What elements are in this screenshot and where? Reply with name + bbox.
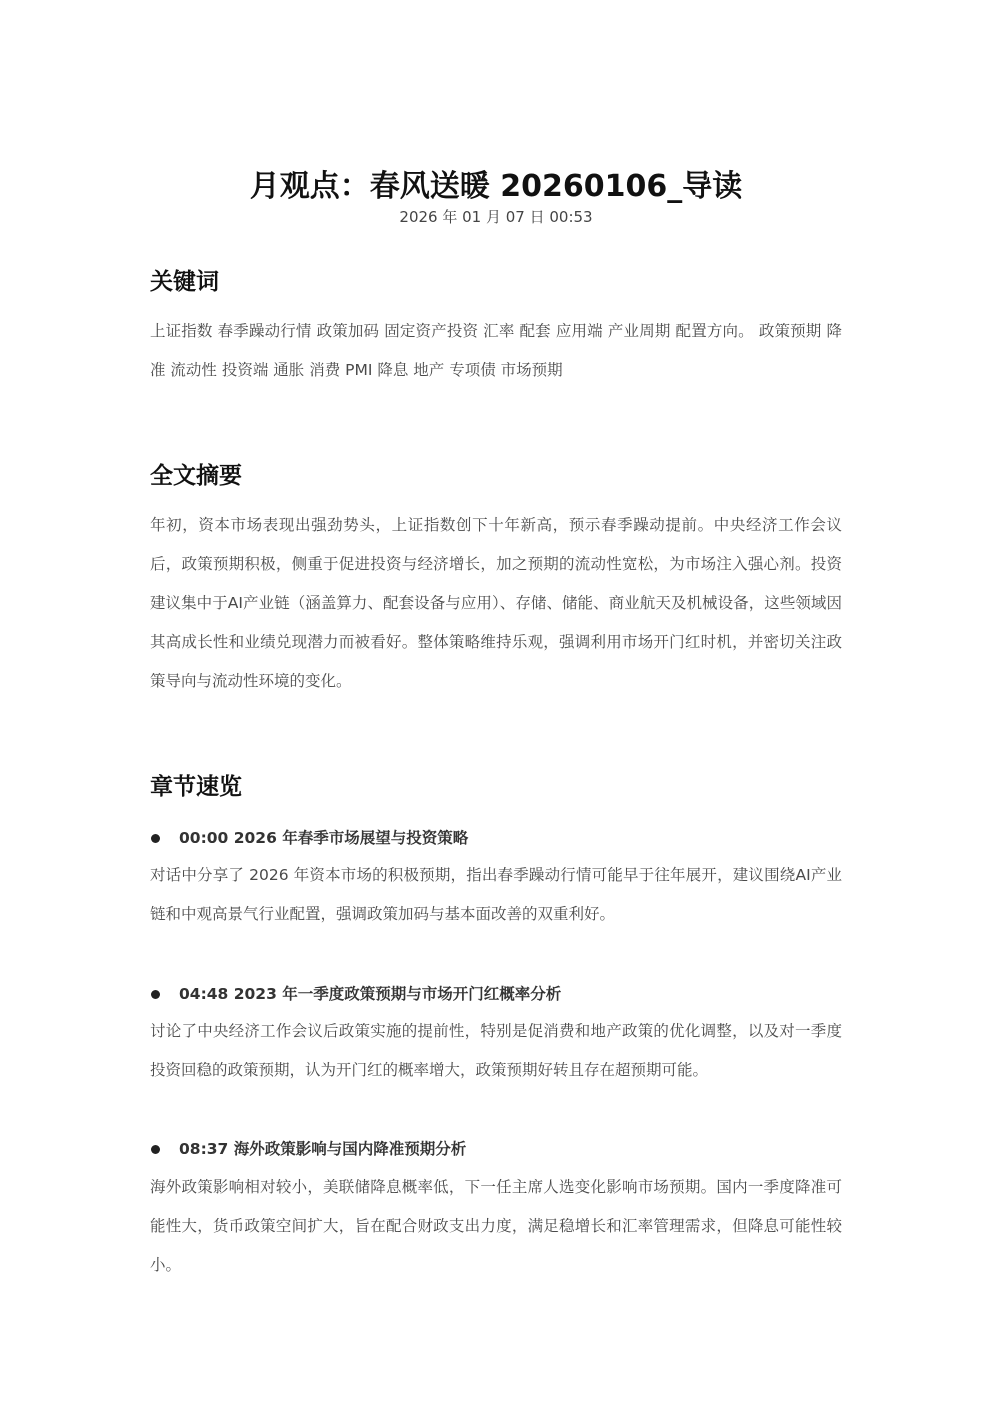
chapter-title: 00:00 2026 年春季市场展望与投资策略 — [179, 829, 469, 847]
chapter-text: 对话中分享了 2026 年资本市场的积极预期，指出春季躁动行情可能早于往年展开，建议围绕AI产业链和中观高景气行业配置，强调政策加码与基本面改善的双重利好。 — [150, 866, 842, 923]
summary-text: 年初，资本市场表现出强劲势头，上证指数创下十年新高，预示春季躁动提前。中央经济工作会议后，政策预期积极，侧重于促进投资与经济增长，加之预期的流动性宽松，为市场注入强心剂。投资建议集中于AI产业链（涵盖算力、配套设备与应用）、存储、储能、商业航天及机械设备，这些领域因其高成长性和业绩兑现潜力而被看好。整体策略维持乐观，强调利用市场开门红时机，并密切关注政策导向与流动性环境的变化。 — [150, 516, 842, 690]
summary-heading: 全文摘要 — [150, 463, 242, 489]
keywords-heading: 关键词 — [150, 269, 219, 295]
chapter-item-heading — [150, 982, 842, 1006]
bullet-dot-icon — [151, 834, 160, 843]
chapter-text: 讨论了中央经济工作会议后政策实施的提前性，特别是促消费和地产政策的优化调整，以及对一季度投资回稳的政策预期，认为开门红的概率增大，政策预期好转且存在超预期可能。 — [150, 1022, 842, 1079]
bullet-dot-icon — [151, 990, 160, 999]
chapter-title: 04:48 2023 年一季度政策预期与市场开门红概率分析 — [179, 985, 562, 1003]
keywords-text: 上证指数 春季躁动行情 政策加码 固定资产投资 汇率 配套 应用端 产业周期 配置方向。 政策预期 降准 流动性 投资端 通胀 消费 PMI 降息 地产 专项债 市场预期 — [150, 322, 842, 379]
chapter-text: 海外政策影响相对较小，美联储降息概率低，下一任主席人选变化影响市场预期。国内一季度降准可能性大，货币政策空间扩大，旨在配合财政支出力度，满足稳增长和汇率管理需求，但降息可能性较小。 — [150, 1178, 842, 1274]
chapter-title: 08:37 海外政策影响与国内降准预期分析 — [179, 1140, 467, 1158]
chapter-item-heading — [150, 826, 842, 850]
chapters-heading: 章节速览 — [150, 774, 242, 800]
chapter-item-heading — [150, 1137, 842, 1161]
document-date: 2026 年 01 月 07 日 00:53 — [399, 208, 593, 226]
document-title: 月观点：春风送暖 20260106_导读 — [249, 169, 743, 205]
bullet-dot-icon — [151, 1145, 160, 1154]
